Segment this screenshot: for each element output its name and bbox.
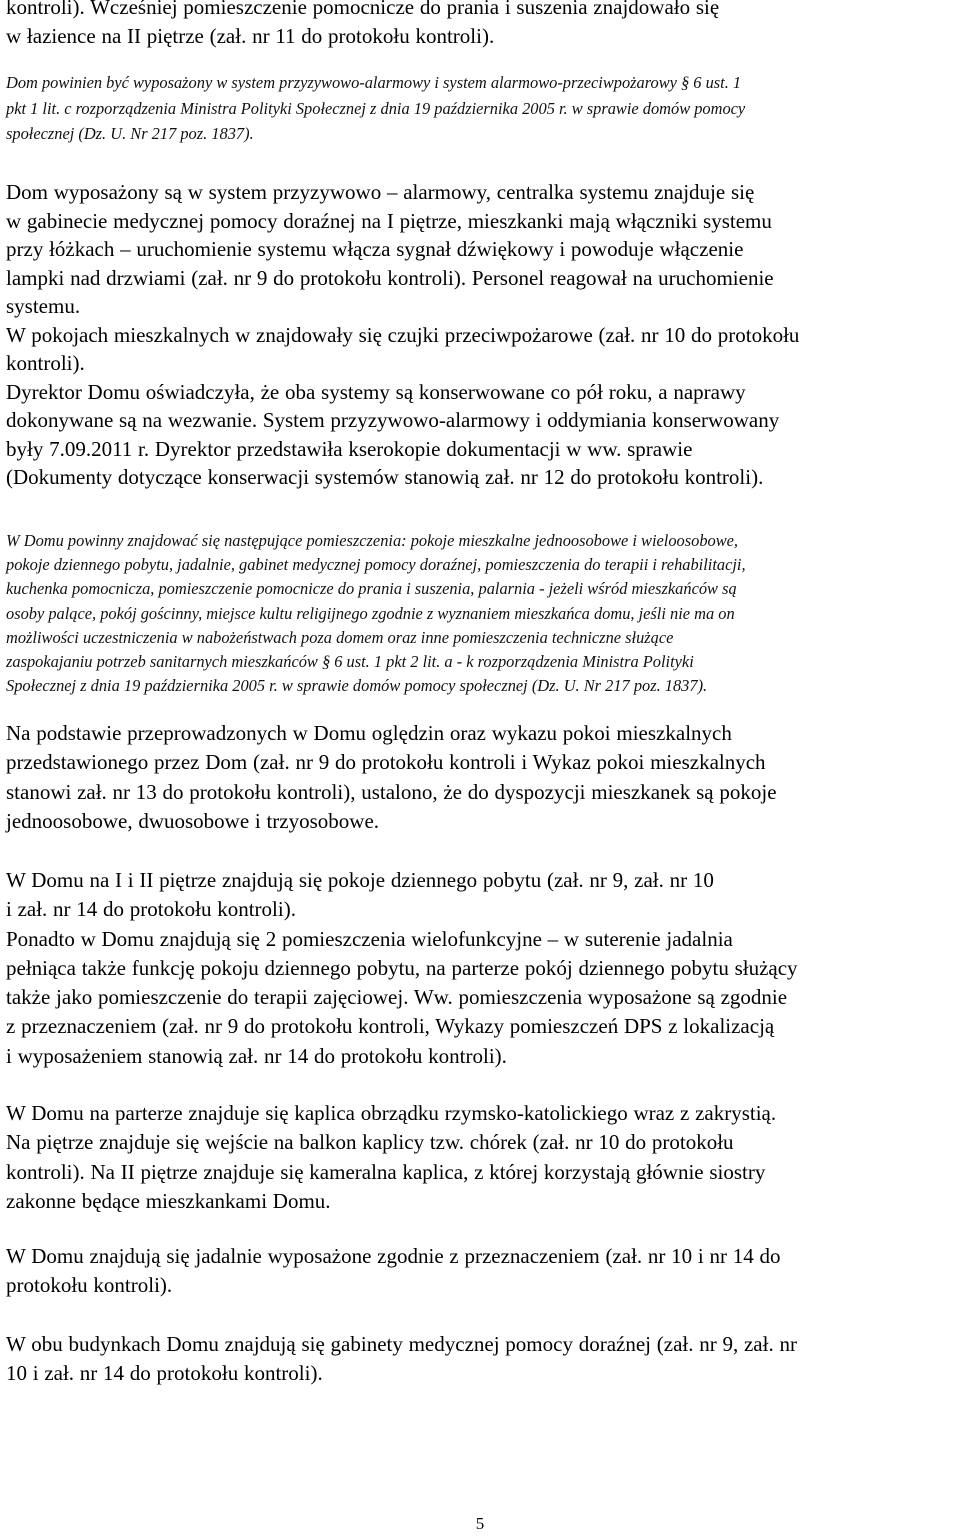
text-line: kontroli). Na II piętrze znajduje się kameralna kaplica, z której korzystają głównie siostry (6, 1159, 766, 1184)
text-line: Na piętrze znajduje się wejście na balkon kaplicy tzw. chórek (zał. nr 10 do protokołu (6, 1130, 734, 1155)
text-line: i zał. nr 14 do protokołu kontroli). (6, 897, 296, 922)
text-line: W Domu znajdują się jadalnie wyposażone zgodnie z przeznaczeniem (zał. nr 10 i nr 14 do (6, 1244, 781, 1268)
text-line: jednoosobowe, dwuosobowe i trzyosobowe. (6, 808, 380, 833)
text-line: Społecznej z dnia 19 października 2005 r. w sprawie domów pomocy społecznej (Dz. U. Nr 217 poz. 1837). (6, 676, 708, 696)
text-line: Dom powinien być wyposażony w system przyzywowo-alarmowy i system alarmowo-przeciwpożarowy § 6 ust. 1 (6, 73, 742, 92)
text-line: W pokojach mieszkalnych w znajdowały się czujki przeciwpożarowe (zał. nr 10 do protokołu (6, 322, 800, 347)
text-line: dokonywane są na wezwanie. System przyzywowo-alarmowy i oddymiania konserwowany (6, 408, 780, 432)
text-line: W Domu na parterze znajduje się kaplica obrządku rzymsko-katolickiego wraz z zakrystią. (6, 1101, 777, 1125)
italic-requirement-alarm (6, 70, 954, 147)
text-line: Dyrektor Domu oświadczyła, że oba systemy są konserwowane co pół roku, a naprawy (6, 379, 746, 404)
text-line: 10 i zał. nr 14 do protokołu kontroli). (6, 1361, 323, 1386)
text-line: w gabinecie medycznej pomocy doraźnej na I piętrze, mieszkanki mają włączniki systemu (6, 208, 772, 233)
text-line: W obu budynkach Domu znajdują się gabinety medycznej pomocy doraźnej (zał. nr 9, zał. nr (6, 1332, 797, 1356)
text-line: W Domu powinny znajdować się następujące pomieszczenia: pokoje mieszkalne jednoosobowe i wieloosobowe, (6, 531, 739, 550)
paragraph-chapel (6, 1099, 954, 1216)
text-line: stanowi zał. nr 13 do protokołu kontroli), ustalono, że do dyspozycji mieszkanek są pokoje (6, 779, 777, 804)
text-line: protokołu kontroli). (6, 1273, 173, 1298)
text-line: osoby palące, pokój gościnny, miejsce kultu religijnego zgodnie z wyznaniem mieszkańca domu, jeśli nie ma on (6, 603, 735, 623)
text-line: społecznej (Dz. U. Nr 217 poz. 1837). (6, 124, 254, 143)
text-line: pkt 1 lit. c rozporządzenia Ministra Polityki Społecznej z dnia 19 października 2005 r. w sprawie domów pomocy (6, 98, 746, 118)
text-line: przy łóżkach – uruchomienie systemu włącza sygnał dźwiękowy i powoduje włączenie (6, 237, 744, 261)
page-number: 5 (475, 1514, 485, 1533)
italic-requirement-rooms (6, 529, 954, 698)
text-line: kontroli). (6, 351, 85, 375)
paragraph-inspection (6, 719, 954, 836)
text-line: przedstawionego przez Dom (zał. nr 9 do protokołu kontroli i Wykaz pokoi mieszkalnych (6, 750, 766, 775)
text-line: kontroli). Wcześniej pomieszczenie pomocnicze do prania i suszenia znajdowało się (6, 0, 720, 19)
text-line: systemu. (6, 294, 81, 318)
paragraph-day-rooms (6, 866, 954, 1071)
text-line: pokoje dziennego pobytu, jadalnie, gabinet medycznej pomocy doraźnej, pomieszczenia do terapii i rehabilitacji, (6, 555, 746, 575)
paragraph-medical-offices (6, 1330, 954, 1389)
text-line: Dom wyposażony są w system przyzywowo – alarmowy, centralka systemu znajduje się (6, 180, 755, 204)
text-line: Ponadto w Domu znajdują się 2 pomieszczenia wielofunkcyjne – w suterenie jadalnia (6, 926, 733, 951)
text-line: zaspokajaniu potrzeb sanitarnych mieszkańców § 6 ust. 1 pkt 2 lit. a - k rozporządzenia Ministra Polityki (6, 652, 694, 672)
text-line: (Dokumenty dotyczące konserwacji systemów stanowią zał. nr 12 do protokołu kontroli). (6, 465, 764, 489)
text-line: kuchenka pomocnicza, pomieszczenie pomocnicze do prania i suszenia, palarnia - jeżeli wśród mieszkańców są (6, 579, 737, 599)
text-line: lampki nad drzwiami (zał. nr 9 do protokołu kontroli). Personel reagował na uruchomienie (6, 265, 774, 290)
text-line: możliwości uczestniczenia w nabożeństwach poza domem oraz inne pomieszczenia techniczne służące (6, 627, 674, 647)
text-line: w łazience na II piętrze (zał. nr 11 do protokołu kontroli). (6, 24, 495, 49)
text-line: zakonne będące mieszkankami Domu. (6, 1188, 331, 1213)
paragraph-alarm-system (6, 178, 954, 492)
paragraph-dining (6, 1242, 954, 1301)
text-line: także jako pomieszczenie do terapii zajęciowej. Ww. pomieszczenia wyposażone są zgodnie (6, 985, 788, 1010)
text-line: pełniąca także funkcję pokoju dziennego pobytu, na parterze pokój dziennego pobytu służący (6, 955, 798, 980)
paragraph-laundry-continuation (6, 0, 954, 52)
text-line: i wyposażeniem stanowią zał. nr 14 do protokołu kontroli). (6, 1043, 507, 1068)
text-line: Na podstawie przeprowadzonych w Domu oględzin oraz wykazu pokoi mieszkalnych (6, 721, 732, 745)
text-line: z przeznaczeniem (zał. nr 9 do protokołu kontroli, Wykazy pomieszczeń DPS z lokalizacją (6, 1014, 775, 1039)
text-line: były 7.09.2011 r. Dyrektor przedstawiła kserokopie dokumentacji w ww. sprawie (6, 436, 693, 461)
text-line: W Domu na I i II piętrze znajdują się pokoje dziennego pobytu (zał. nr 9, zał. nr 10 (6, 868, 714, 892)
